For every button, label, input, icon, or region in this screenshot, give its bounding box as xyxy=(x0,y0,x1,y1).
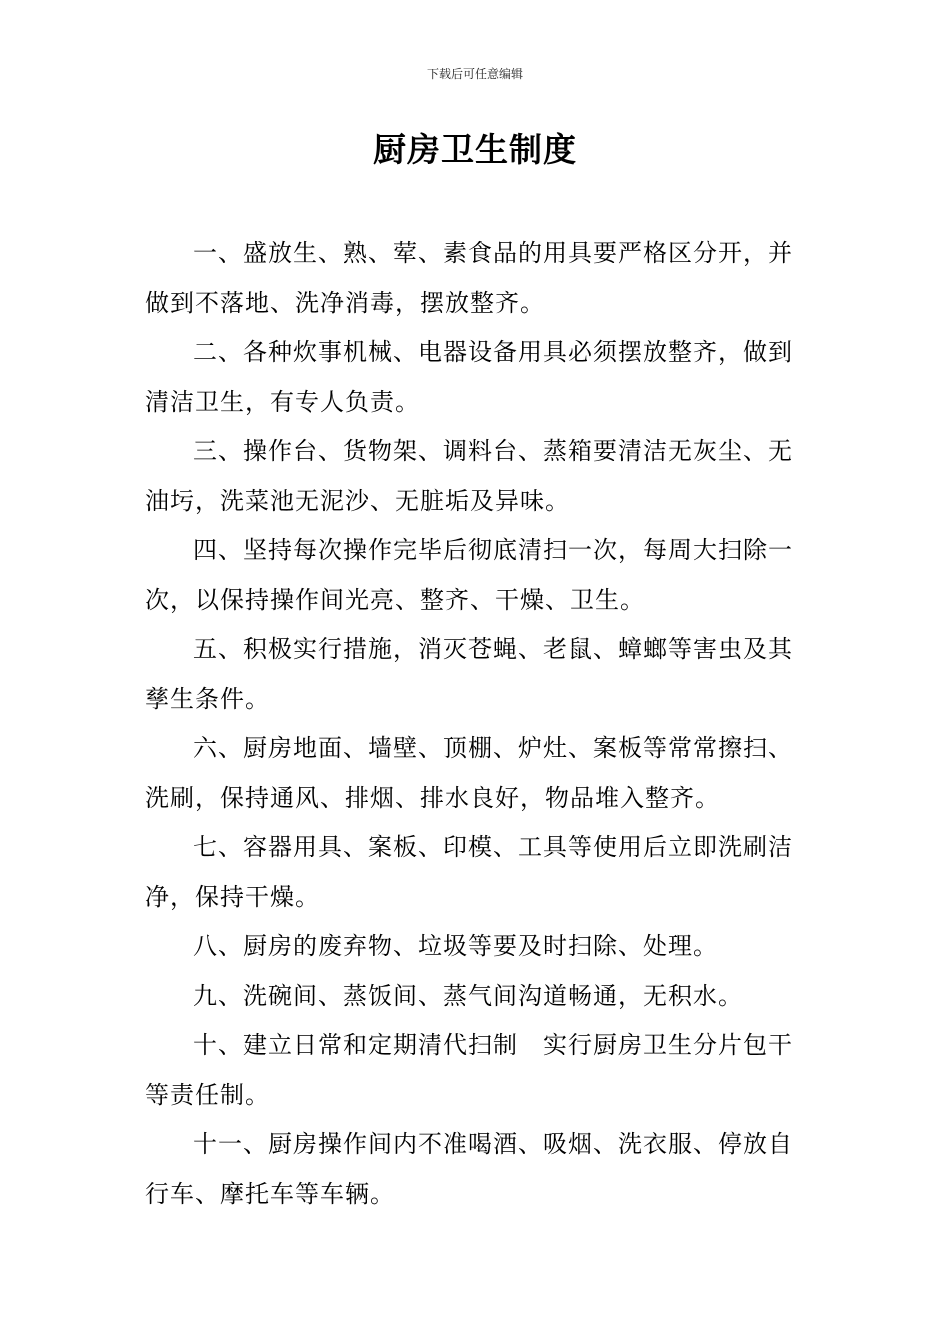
clause-7: 七、容器用具、案板、印模、工具等使用后立即洗刷洁净，保持干燥。 xyxy=(145,833,793,911)
document-title: 厨房卫生制度 xyxy=(373,130,577,169)
clause-1: 一、盛放生、熟、荤、素食品的用具要严格区分开，并做到不落地、洗净消毒，摆放整齐。 xyxy=(145,239,793,317)
clause-4: 四、坚持每次操作完毕后彻底清扫一次，每周大扫除一次，以保持操作间光亮、整齐、干燥、卫生。 xyxy=(145,536,793,614)
clause-6: 六、厨房地面、墙壁、顶棚、炉灶、案板等常常擦扫、洗刷，保持通风、排烟、排水良好，物品堆入整齐。 xyxy=(145,734,793,812)
document-body xyxy=(145,229,813,1219)
clause-10: 十、建立日常和定期清代扫制 实行厨房卫生分片包干等责任制。 xyxy=(145,1031,793,1109)
clause-3: 三、操作台、货物架、调料台、蒸箱要清洁无灰尘、无油圬，洗菜池无泥沙、无脏垢及异味。 xyxy=(145,437,793,515)
clause-2: 二、各种炊事机械、电器设备用具必须摆放整齐，做到清洁卫生，有专人负责。 xyxy=(145,338,793,416)
clause-8: 八、厨房的废弃物、垃圾等要及时扫除、处理。 xyxy=(193,932,718,960)
clause-5: 五、积极实行措施，消灭苍蝇、老鼠、蟑螂等害虫及其孳生条件。 xyxy=(145,635,793,713)
clause-9: 九、洗碗间、蒸饭间、蒸气间沟道畅通，无积水。 xyxy=(193,981,743,1010)
clause-11: 十一、厨房操作间内不准喝酒、吸烟、洗衣服、停放自行车、摩托车等车辆。 xyxy=(145,1130,793,1208)
header-note: 下载后可任意编辑 xyxy=(426,67,523,81)
